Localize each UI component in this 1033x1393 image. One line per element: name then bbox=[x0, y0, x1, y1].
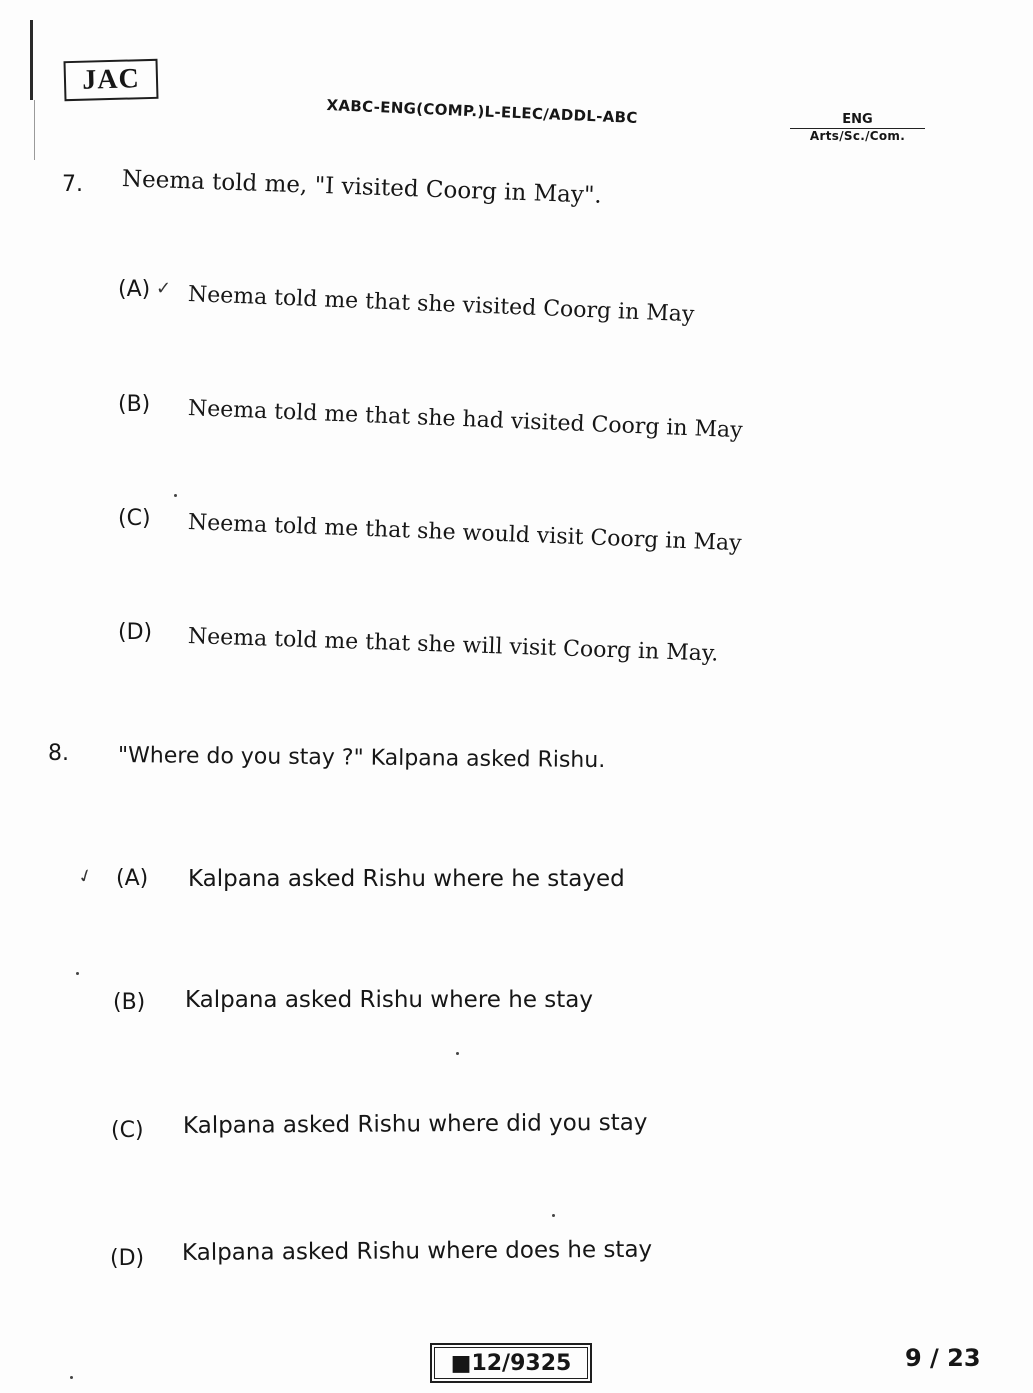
option-text: Neema told me that she will visit Coorg in May. bbox=[187, 624, 719, 667]
option-label: (D) bbox=[118, 620, 153, 645]
question-number: 7. bbox=[62, 172, 83, 197]
check-mark-icon: ✓ bbox=[156, 278, 172, 299]
paper-serial-box: ■12/9325 bbox=[430, 1343, 592, 1383]
option-text: Kalpana asked Rishu where does he stay bbox=[181, 1236, 653, 1266]
question-text: Neema told me, "I visited Coorg in May". bbox=[121, 166, 603, 209]
question-number: 8. bbox=[48, 741, 69, 766]
question-text: "Where do you stay ?" Kalpana asked Rishu. bbox=[117, 743, 606, 774]
option-text: Neema told me that she would visit Coorg in May bbox=[187, 510, 743, 557]
check-mark-icon: ✓ bbox=[74, 864, 97, 889]
option-label: (C) bbox=[111, 1118, 144, 1143]
margin-line bbox=[34, 100, 35, 160]
speck bbox=[456, 1052, 459, 1055]
option-label: (B) bbox=[113, 990, 146, 1015]
margin-line bbox=[30, 20, 33, 100]
option-text: Kalpana asked Rishu where he stayed bbox=[188, 866, 625, 892]
paper-code: XABC-ENG(COMP.)L-ELEC/ADDL-ABC bbox=[326, 96, 639, 128]
page-number: 9 / 23 bbox=[905, 1344, 981, 1372]
option-label: (D) bbox=[110, 1246, 145, 1271]
option-text: Kalpana asked Rishu where he stay bbox=[185, 987, 593, 1013]
option-text: Neema told me that she visited Coorg in May bbox=[187, 282, 695, 328]
speck bbox=[552, 1214, 555, 1217]
option-label: (A) bbox=[118, 277, 151, 302]
speck bbox=[70, 1376, 73, 1379]
speck bbox=[76, 972, 79, 975]
option-label: (B) bbox=[118, 392, 151, 417]
stream-label: Arts/Sc./Com. bbox=[809, 129, 906, 143]
subject-code: ENG bbox=[790, 112, 925, 129]
subject-stream bbox=[790, 112, 925, 143]
option-label: (C) bbox=[118, 506, 151, 531]
board-logo-box: JAC bbox=[63, 59, 158, 101]
speck bbox=[174, 494, 177, 497]
option-label: (A) bbox=[116, 866, 149, 891]
option-text: Neema told me that she had visited Coorg in May bbox=[187, 396, 744, 444]
option-text: Kalpana asked Rishu where did you stay bbox=[182, 1109, 648, 1139]
